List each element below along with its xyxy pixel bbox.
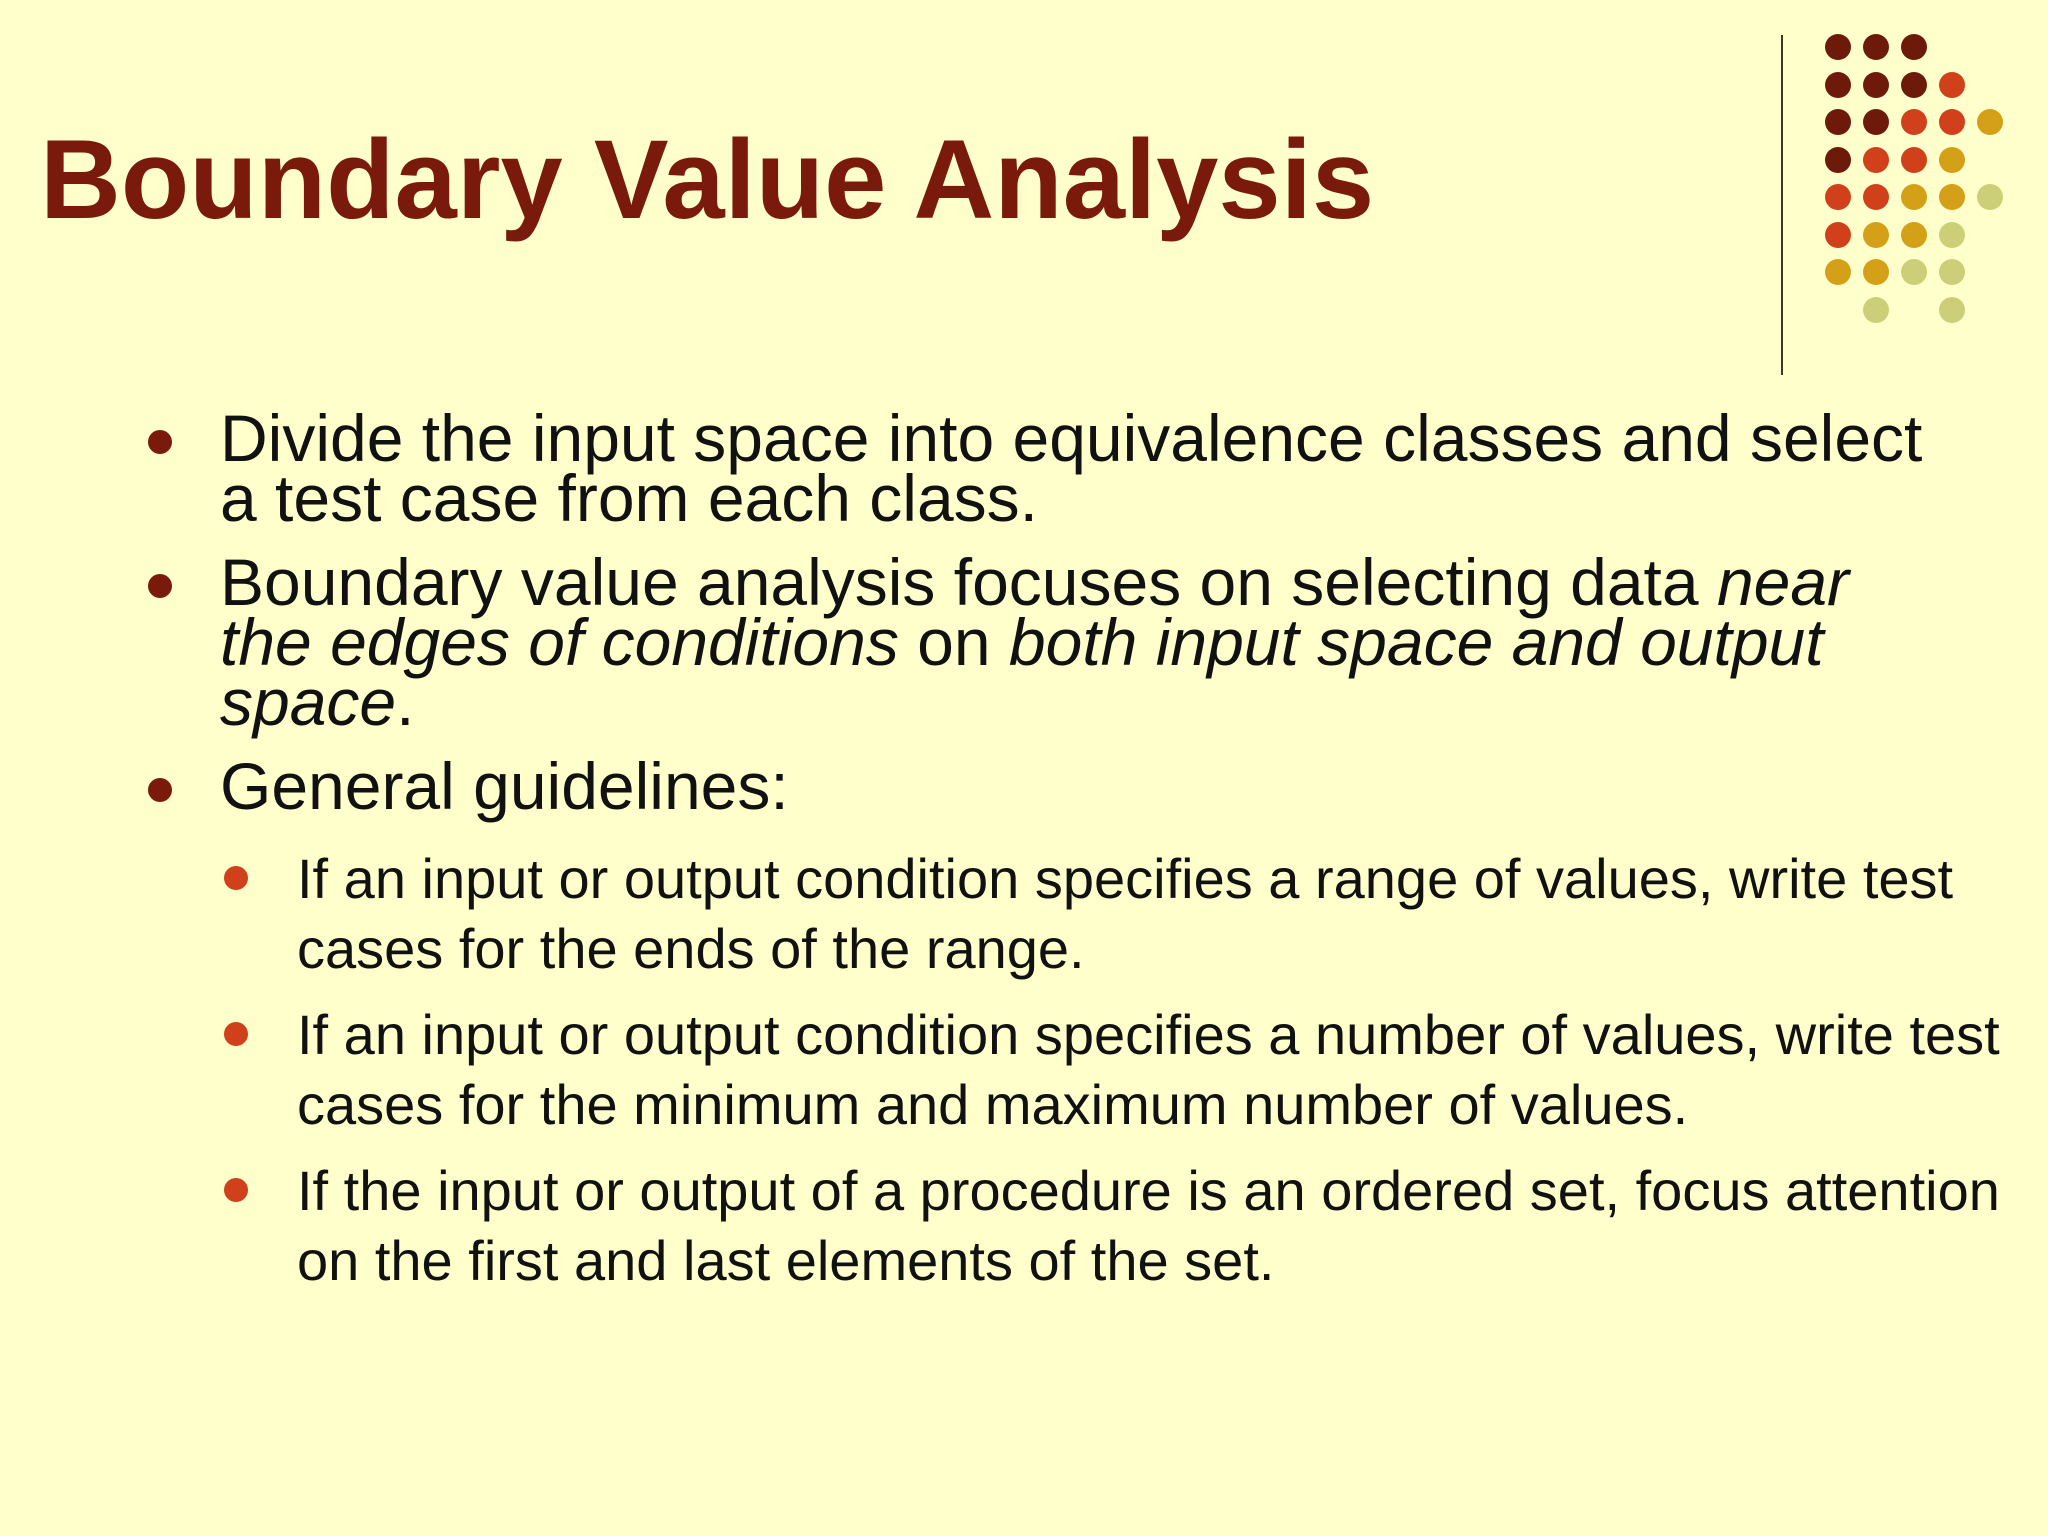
decorative-dot [1901,72,1927,98]
decorative-dot [1825,184,1851,210]
decorative-dot [1825,109,1851,135]
sub-bullet-dot-icon [224,1022,248,1046]
sub-bullet-text: If the input or output of a procedure is an ordered set, focus attention on the first and last elements of the set. [297,1159,2000,1292]
decorative-dot [1939,222,1965,248]
bullet-item-1 [140,401,1940,535]
bullet-text: General guidelines: [220,749,789,823]
slide-title: Boundary Value Analysis [40,117,1375,242]
bullet-dot-icon [148,778,172,802]
decorative-dot [1901,109,1927,135]
decorative-dot [1977,109,2003,135]
decorative-dot [1825,34,1851,60]
decorative-dot [1863,34,1889,60]
decorative-dot [1901,147,1927,173]
bullet-text-part: . [396,665,415,739]
sub-bullet-item-2 [140,1000,2047,1140]
decorative-dot [1825,259,1851,285]
decorative-dot [1939,72,1965,98]
decorative-dot [1825,72,1851,98]
decorative-dot [1939,147,1965,173]
bullet-text-part: on [898,605,1009,679]
sub-bullet-text: If an input or output condition specifies a range of values, write test cases for the ends of the range. [297,847,1954,980]
bullet-item-3 [140,749,1940,823]
sub-bullet-text: If an input or output condition specifies a number of values, write test cases for the minimum and maximum number of values. [297,1003,2000,1136]
sub-bullet-item-3 [140,1156,2047,1296]
bullet-text-part: Boundary value analysis focuses on selecting data [220,545,1717,619]
decorative-dot [1901,34,1927,60]
decorative-dot [1901,259,1927,285]
bullet-text-emphasis: near the edges of conditions [220,545,1850,679]
sub-bullet-dot-icon [224,866,248,890]
bullet-dot-icon [148,430,172,454]
bullet-text: Divide the input space into equivalence classes and select a test case from each class. [220,401,1923,535]
decorative-dot [1939,259,1965,285]
sub-bullet-item-1 [140,844,2047,984]
decorative-dot [1977,184,2003,210]
decorative-dot [1939,109,1965,135]
decorative-dot [1825,147,1851,173]
decorative-dot [1863,109,1889,135]
decorative-dot [1901,184,1927,210]
decorative-dot [1825,222,1851,248]
bullet-item-2 [140,545,1940,739]
decorative-dot [1863,222,1889,248]
decorative-dot [1901,222,1927,248]
decorative-dot [1863,147,1889,173]
decorative-dot [1863,297,1889,323]
bullet-list [140,401,2000,1312]
dot-grid-icon [0,0,2048,400]
decorative-dot [1939,184,1965,210]
decorative-dot [1863,72,1889,98]
sub-bullet-dot-icon [224,1178,248,1202]
decorative-dot [1939,297,1965,323]
decorative-dot [1863,184,1889,210]
bullet-dot-icon [148,574,172,598]
bullet-text-emphasis: both input space and output space [220,605,1824,739]
decorative-dot [1863,259,1889,285]
